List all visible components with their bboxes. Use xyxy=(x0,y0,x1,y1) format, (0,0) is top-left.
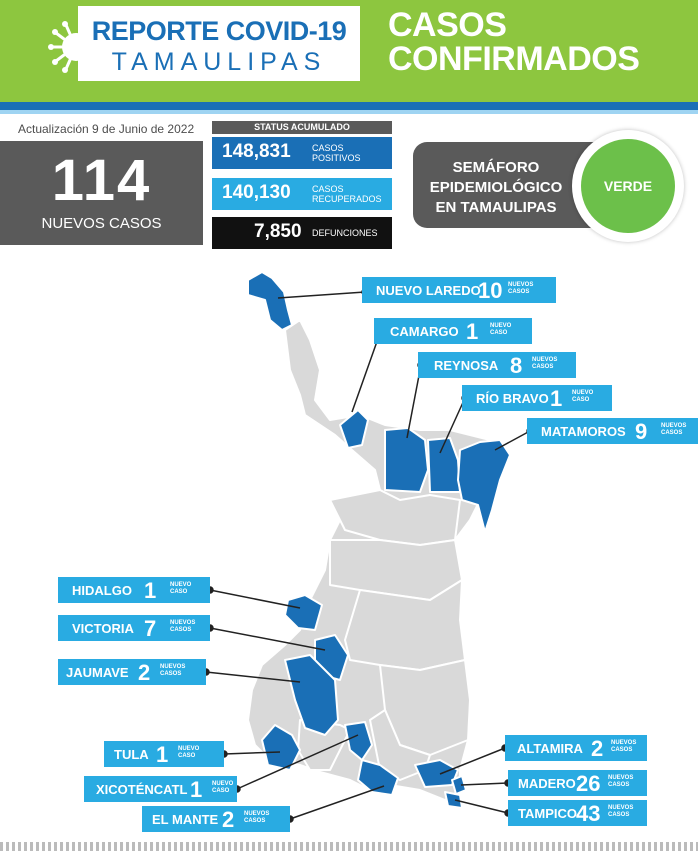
label-el-mante xyxy=(142,806,290,832)
municipality-name: TULA xyxy=(114,747,149,762)
label-reynosa xyxy=(418,352,576,378)
municipality-name: RÍO BRAVO xyxy=(476,391,549,406)
heading-line1: CASOS xyxy=(388,6,507,44)
semaforo-line-1: SEMÁFORO xyxy=(452,159,540,176)
recovered-count: 140,130 xyxy=(222,182,291,203)
municipality-count: 1 xyxy=(466,319,479,344)
municipality-sub: NUEVOS CASOS xyxy=(661,423,687,436)
municipality-count: 1 xyxy=(550,386,563,411)
municipality-name: REYNOSA xyxy=(434,358,499,373)
footer-dotted-border xyxy=(0,842,698,851)
label-victoria xyxy=(58,615,210,641)
deaths-count: 7,850 xyxy=(254,221,302,242)
municipality-count: 9 xyxy=(635,419,648,444)
municipality-count: 1 xyxy=(156,742,169,767)
municipality-sub: NUEVOS CASOS xyxy=(244,811,270,824)
municipality-count: 26 xyxy=(576,771,601,796)
map-nuevo-laredo xyxy=(248,272,292,330)
municipality-name: MADERO xyxy=(518,776,576,791)
municipality-name: TAMPICO xyxy=(518,806,577,821)
municipality-sub: NUEVO CASO xyxy=(490,323,512,336)
municipality-sub: NUEVOS CASOS xyxy=(611,740,637,753)
municipality-sub: NUEVOS CASOS xyxy=(608,805,634,818)
positive-label-1: CASOS xyxy=(312,143,344,153)
deaths-label: DEFUNCIONES xyxy=(312,228,378,238)
municipality-sub: NUEVO CASO xyxy=(572,390,594,403)
title-state: TAMAULIPAS xyxy=(111,48,327,76)
semaforo-line-3: EN TAMAULIPAS xyxy=(435,199,557,216)
semaforo-line-2: EPIDEMIOLÓGICO xyxy=(429,179,563,196)
municipality-count: 2 xyxy=(138,660,151,685)
municipality-name: HIDALGO xyxy=(72,583,132,598)
status-title: STATUS ACUMULADO xyxy=(212,121,392,134)
municipality-sub: NUEVOS CASOS xyxy=(608,775,634,788)
municipality-count: 8 xyxy=(510,353,523,378)
label-tula xyxy=(104,741,224,767)
municipality-name: CAMARGO xyxy=(390,324,459,339)
title-main: REPORTE COVID-19 xyxy=(91,16,347,46)
recovered-label-1: CASOS xyxy=(312,184,344,194)
map-tampico xyxy=(445,792,462,808)
recovered-label-2: RECUPERADOS xyxy=(312,194,382,204)
label-madero xyxy=(508,770,647,796)
label-camargo xyxy=(374,318,532,344)
label-matamoros xyxy=(527,418,698,444)
municipality-count: 1 xyxy=(144,578,157,603)
municipality-name: XICOTÉNCATL xyxy=(96,782,188,797)
update-date: Actualización 9 de Junio de 2022 xyxy=(18,122,195,136)
municipality-name: ALTAMIRA xyxy=(517,741,583,756)
municipality-sub: NUEVOS CASOS xyxy=(508,282,534,295)
positive-count: 148,831 xyxy=(222,141,291,162)
municipality-name: NUEVO LAREDO xyxy=(376,283,481,298)
municipality-name: EL MANTE xyxy=(152,812,219,827)
label-hidalgo xyxy=(58,577,210,603)
municipality-count: 2 xyxy=(222,807,235,832)
label-nuevo-laredo xyxy=(362,277,556,303)
municipality-name: MATAMOROS xyxy=(541,424,626,439)
municipality-sub: NUEVO CASO xyxy=(170,582,192,595)
municipality-count: 1 xyxy=(190,777,203,802)
municipality-sub: NUEVOS CASOS xyxy=(170,620,196,633)
label-rio-bravo xyxy=(462,385,612,411)
label-xicotencatl xyxy=(84,776,237,802)
semaforo-status-light: VERDE xyxy=(581,139,675,233)
label-tampico xyxy=(508,800,647,826)
municipality-name: JAUMAVE xyxy=(66,665,129,680)
municipality-count: 10 xyxy=(478,278,503,303)
municipality-count: 7 xyxy=(144,616,157,641)
label-jaumave xyxy=(58,659,206,685)
municipality-count: 43 xyxy=(576,801,601,826)
municipality-sub: NUEVO CASO xyxy=(178,746,200,759)
label-altamira xyxy=(505,735,647,761)
municipality-sub: NUEVO CASO xyxy=(212,781,234,794)
municipality-sub: NUEVOS CASOS xyxy=(532,357,558,370)
municipality-sub: NUEVOS CASOS xyxy=(160,664,186,677)
positive-label-2: POSITIVOS xyxy=(312,153,361,163)
municipality-count: 2 xyxy=(591,736,604,761)
new-cases-count: 114 xyxy=(51,148,152,213)
heading-line2: CONFIRMADOS xyxy=(388,40,640,78)
municipality-name: VICTORIA xyxy=(72,621,134,636)
new-cases-label: NUEVOS CASOS xyxy=(41,215,162,232)
